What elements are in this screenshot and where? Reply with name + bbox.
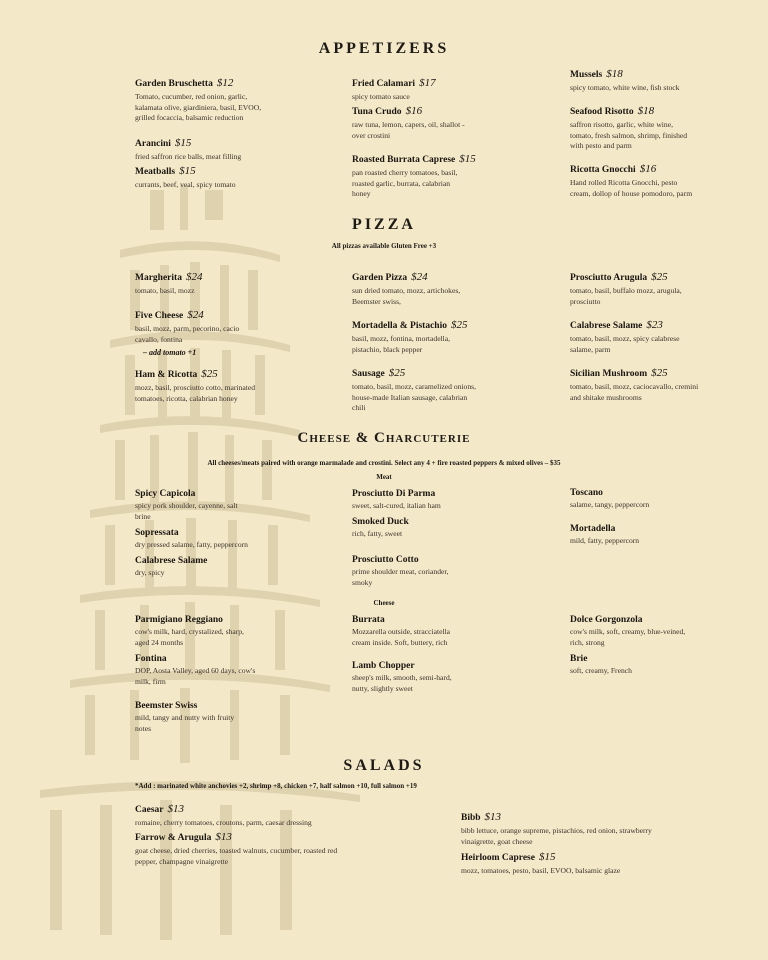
item-description: cow's milk, hard, crystalized, sharp, aged 24 months — [135, 627, 244, 647]
menu-item — [570, 313, 700, 355]
item-name: Calabrese Salame — [570, 321, 643, 331]
menu-item — [352, 615, 470, 648]
menu-item — [352, 661, 470, 694]
item-description: tomato, basil, mozz — [135, 286, 195, 295]
item-name: Heirloom Caprese — [461, 853, 535, 863]
menu-item — [352, 361, 477, 414]
item-description: tomato, basil, mozz, caciocavallo, cremini and shitake mushrooms — [570, 382, 699, 402]
item-name: Ricotta Gnocchi — [570, 165, 636, 175]
item-description: romaine, cherry tomatoes, croutons, parm, caesar dressing — [135, 818, 312, 827]
menu-item — [352, 265, 477, 307]
item-price: $16 — [639, 163, 657, 175]
item-price: $18 — [606, 68, 623, 80]
item-name: Sopressata — [135, 528, 179, 538]
salads-add-ons: *Add : marinated white anchovies +2, shrimp +8, chicken +7, half salmon +10, full salmon +19 — [135, 782, 417, 790]
item-name: Prosciutto Di Parma — [352, 489, 436, 499]
item-name: Prosciutto Arugula — [570, 273, 648, 283]
salads-heading: SALADS — [343, 757, 425, 774]
item-price: $15 — [179, 165, 196, 177]
menu-item — [352, 517, 477, 540]
item-description: spicy pork shoulder, cayenne, salt brine — [135, 501, 238, 521]
item-name: Sicilian Mushroom — [570, 369, 648, 379]
item-description: tomato, basil, mozz, caramelized onions, house-made Italian sausage, calabrian chili — [352, 382, 476, 412]
item-description: sun dried tomato, mozz, artichokes, Beemster swiss, — [352, 286, 461, 306]
item-description: mozz, tomatoes, pesto, basil, EVOO, balsamic glaze — [461, 866, 621, 875]
item-name: Garden Bruschetta — [135, 79, 213, 89]
menu-item — [135, 701, 250, 734]
item-name: Fried Calamari — [352, 79, 416, 89]
item-description: Mozzarella outside, stracciatella cream inside. Soft, buttery, rich — [352, 627, 451, 647]
item-description: basil, mozz, fontina, mortadella, pistachio, black pepper — [352, 334, 451, 354]
item-price: $25 — [388, 367, 406, 379]
item-name: Ham & Ricotta — [135, 370, 198, 380]
item-name: Burrata — [352, 615, 385, 625]
item-name: Calabrese Salame — [135, 556, 208, 566]
item-name: Spicy Capicola — [135, 489, 196, 499]
item-price: $13 — [167, 803, 184, 815]
item-name: Arancini — [135, 139, 171, 149]
item-name: Lamb Chopper — [352, 661, 415, 671]
item-price: $24 — [185, 271, 203, 283]
menu-item — [461, 845, 676, 877]
item-name: Roasted Burrata Caprese — [352, 155, 456, 165]
menu-item — [461, 805, 676, 847]
item-description: dry pressed salame, fatty, peppercorn — [135, 540, 248, 549]
menu-item — [135, 131, 270, 163]
item-description: mozz, basil, prosciutto cotto, marinated tomatoes, ricotta, calabrian honey — [135, 383, 255, 403]
item-price: $17 — [419, 77, 436, 89]
item-name: Farrow & Arugula — [135, 833, 212, 843]
meat-label: Meat — [376, 473, 392, 481]
item-name: Brie — [570, 654, 588, 664]
item-price: $25 — [651, 367, 668, 379]
item-name: Smoked Duck — [352, 517, 409, 527]
item-name: Toscano — [570, 488, 603, 498]
item-name: Garden Pizza — [352, 273, 408, 283]
item-description: Tomato, cucumber, red onion, garlic, kalamata olive, giardiniera, basil, EVOO, grilled focaccia, balsamic reduction — [135, 92, 262, 122]
menu-item — [135, 71, 270, 124]
item-name: Meatballs — [135, 167, 176, 177]
pizza-subtitle: All pizzas available Gluten Free +3 — [331, 242, 437, 250]
item-name: Margherita — [135, 273, 182, 283]
menu-item — [352, 147, 476, 200]
item-description: basil, mozz, parm, pecorino, cacio cavallo, fontina — [135, 324, 240, 344]
item-price: $24 — [411, 271, 428, 283]
item-price: $18 — [637, 105, 655, 117]
item-description: mild, tangy and nutty with fruity notes — [135, 713, 235, 733]
item-description: tomato, basil, buffalo mozz, arugula, prosciutto — [570, 286, 682, 306]
item-note: – add tomato +1 — [143, 348, 197, 357]
menu-item — [570, 62, 700, 94]
item-description: currants, beef, veal, spicy tomato — [135, 180, 236, 189]
item-price: $25 — [450, 319, 468, 331]
item-description: tomato, basil, mozz, spicy calabrese salame, parm — [570, 334, 680, 354]
menu-item — [135, 615, 260, 648]
item-description: mild, fatty, peppercorn — [570, 536, 640, 545]
item-description: saffron risotto, garlic, white wine, tomato, fresh salmon, shrimp, finished with pesto and parm — [570, 120, 688, 150]
item-name: Fontina — [135, 654, 167, 664]
item-price: $25 — [201, 368, 218, 380]
item-description: Hand rolled Ricotta Gnocchi, pesto cream, dollop of house pomodoro, parm — [570, 178, 693, 198]
item-price: $13 — [215, 831, 232, 843]
item-name: Five Cheese — [135, 311, 184, 321]
item-name: Prosciutto Cotto — [352, 555, 419, 565]
item-price: $15 — [459, 153, 476, 165]
item-description: salame, tangy, peppercorn — [570, 500, 650, 509]
item-description: sweet, salt-cured, italian ham — [352, 501, 441, 510]
menu-item — [352, 99, 470, 141]
item-price: $25 — [651, 271, 668, 283]
menu-item — [352, 489, 477, 512]
item-price: $23 — [646, 319, 663, 331]
item-name: Sausage — [352, 369, 385, 379]
item-description: sheep's milk, smooth, semi-hard, nutty, slightly sweet — [352, 673, 452, 693]
item-name: Mortadella — [570, 524, 616, 534]
menu-item — [135, 303, 260, 357]
item-name: Dolce Gorgonzola — [570, 615, 643, 625]
menu-item — [135, 825, 360, 867]
menu-item — [570, 654, 698, 677]
item-name: Mussels — [570, 70, 603, 80]
menu-item — [135, 797, 355, 829]
item-name: Caesar — [135, 805, 164, 815]
item-description: goat cheese, dried cherries, toasted walnuts, cucumber, roasted red pepper, champagne vinaigrette — [135, 846, 338, 866]
item-name: Seafood Risotto — [570, 107, 634, 117]
item-description: pan roasted cherry tomatoes, basil, roasted garlic, burrata, calabrian honey — [352, 168, 458, 198]
item-description: rich, fatty, sweet — [352, 529, 403, 538]
item-name: Bibb — [461, 813, 481, 823]
item-description: fried saffron rice balls, meat filling — [135, 152, 242, 161]
item-name: Tuna Crudo — [352, 107, 402, 117]
menu-item — [570, 615, 698, 648]
menu-item — [135, 362, 260, 404]
menu-item — [135, 265, 260, 297]
item-description: prime shoulder meat, coriander, smoky — [352, 567, 449, 587]
menu-item — [570, 99, 695, 152]
item-description: dry, spicy — [135, 568, 165, 577]
item-description: spicy tomato sauce — [352, 92, 410, 101]
item-name: Mortadella & Pistachio — [352, 321, 447, 331]
item-price: $13 — [484, 811, 502, 823]
item-name: Parmigiano Reggiano — [135, 615, 223, 625]
item-price: $15 — [538, 851, 556, 863]
item-description: cow's milk, soft, creamy, blue-veined, rich, strong — [570, 627, 686, 647]
item-description: soft, creamy, French — [570, 666, 632, 675]
menu-item — [352, 313, 477, 355]
menu-item — [570, 361, 700, 403]
menu-item — [135, 159, 270, 191]
item-description: bibb lettuce, orange supreme, pistachios, red onion, strawberry vinaigrette, goat cheese — [461, 826, 652, 846]
menu-item — [135, 528, 270, 551]
menu-item — [135, 489, 255, 522]
menu-item — [570, 524, 695, 547]
item-description: DOP, Aosta Valley, aged 60 days, cow's milk, firm — [135, 666, 256, 686]
menu-item — [135, 556, 260, 579]
appetizers-heading: APPETIZERS — [318, 40, 450, 57]
item-description: spicy tomato, white wine, fish stock — [570, 83, 680, 92]
item-price: $16 — [405, 105, 423, 117]
cheese-label: Cheese — [373, 599, 395, 607]
item-description: raw tuna, lemon, capers, oil, shallot - over crostini — [352, 120, 465, 140]
cheese-charcuterie-heading: Cheese & Charcuterie — [297, 430, 471, 446]
menu-item — [135, 654, 263, 687]
menu-item — [352, 555, 467, 588]
item-price: $24 — [187, 309, 204, 321]
pizza-heading: PIZZA — [352, 216, 416, 233]
item-price: $12 — [216, 77, 234, 89]
cheese-subtitle: All cheeses/meats paired with orange marmalade and crostini. Select any 4 + fire roasted peppers & mixed olives – $35 — [207, 459, 561, 467]
menu-item — [570, 265, 700, 307]
menu-item — [352, 71, 470, 103]
item-name: Beemster Swiss — [135, 701, 198, 711]
menu-item — [570, 488, 695, 511]
menu-item — [570, 157, 695, 199]
item-price: $15 — [174, 137, 192, 149]
